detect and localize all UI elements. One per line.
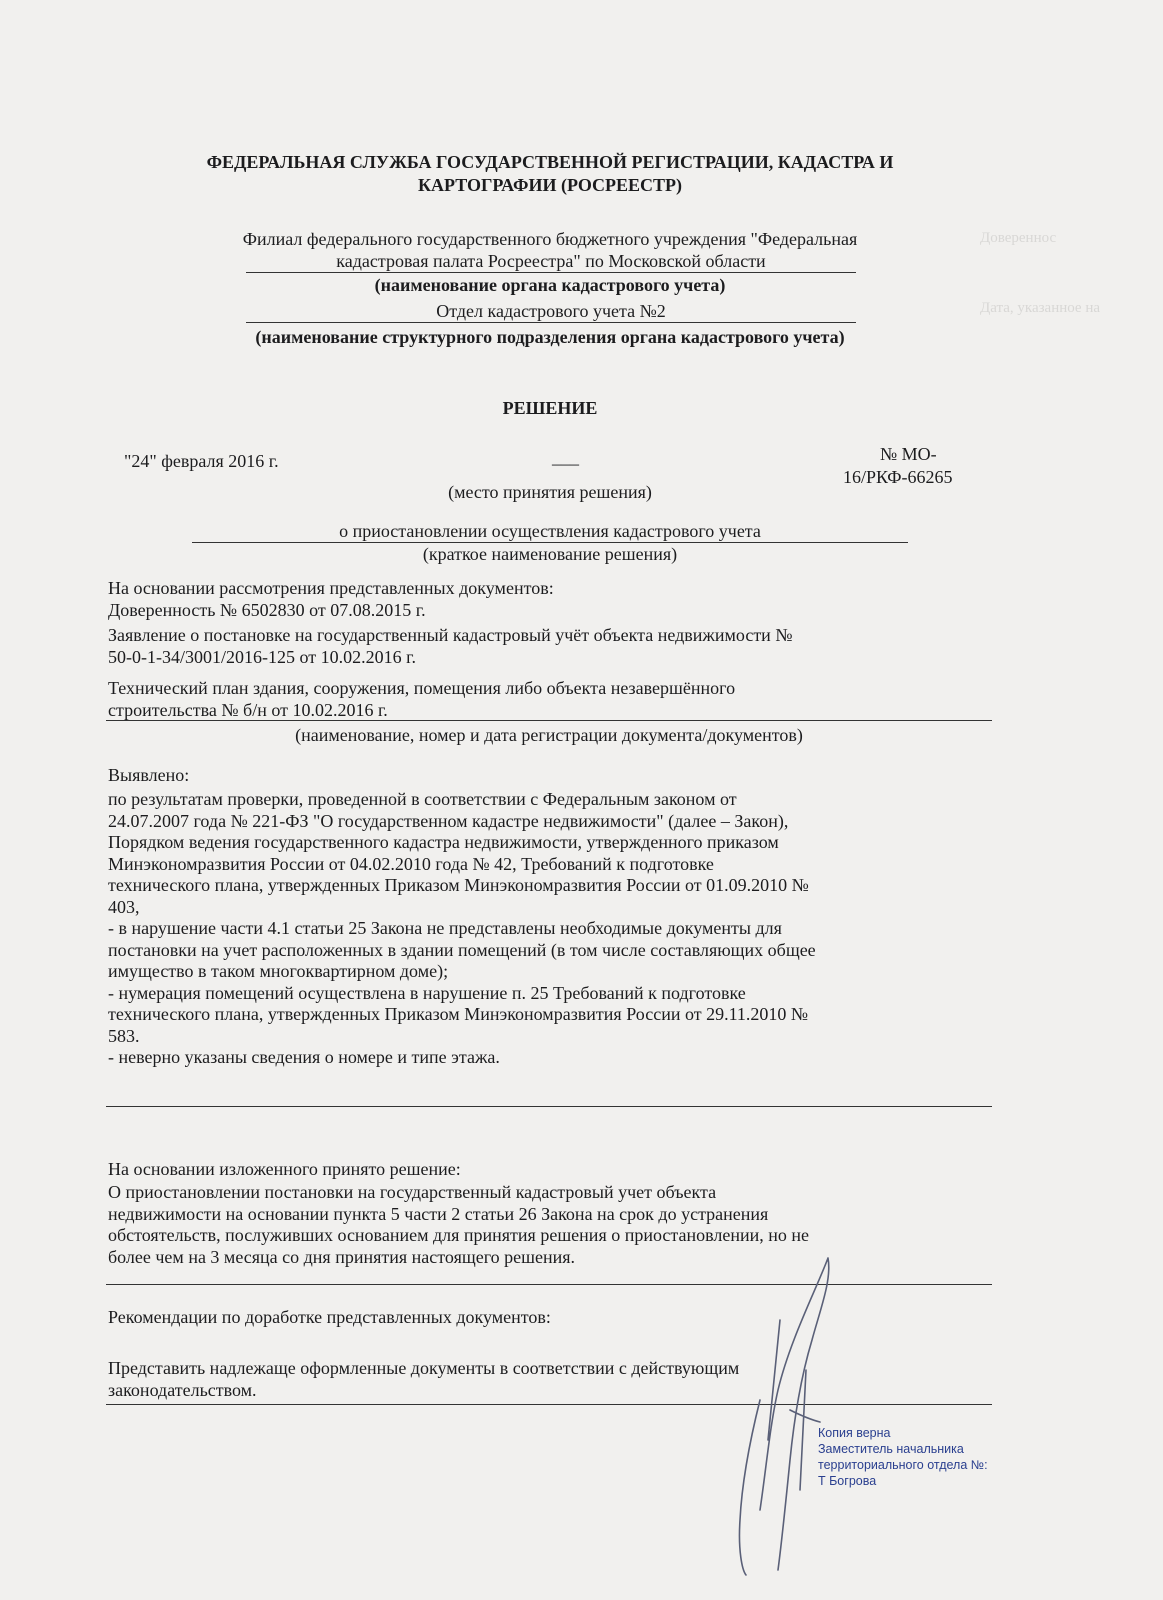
decision-date: "24" февраля 2016 г. [124, 451, 279, 471]
decision-short-name: о приостановлении осуществления кадастрового учета [339, 521, 761, 541]
place-dash: ___ [552, 447, 579, 467]
resolution-label: На основании изложенного принято решение: [108, 1159, 461, 1179]
findings-text: по результатам проверки, проведенной в соответствии с Федеральным законом от 24.07.2007 года № 221-ФЗ "О государственном кадастре недвижимости" (далее – Закон), Порядком ведения государственного кадастра недвижимости, утвержденного приказом Минэкономразвития России от 04.02.2010 года № 42, Требований к подготовке технического плана, утвержденных Приказом Минэкономразвития России от 01.09.2010 № 403, - в нарушение части 4.1 статьи 25 Закона не представлены необходимые документы для постановки на учет расположенных в здании помещений (в том числе составляющих общее имущество в таком многоквартирном доме); - нумерация помещений осуществлена в нарушение п. 25 Требований к подготовке технического плана, утвержденных Приказом Минэкономразвития России от 29.11.2010 № 583. - неверно указаны сведения о номере и типе этажа. [108, 789, 816, 1067]
findings-label: Выявлено: [108, 765, 190, 785]
findings-underline [106, 1106, 992, 1107]
branch-name-line1: Филиал федерального государственного бюджетного учреждения "Федеральная [242, 229, 858, 249]
place-caption: (место принятия решения) [448, 482, 652, 502]
documents-intro: На основании рассмотрения представленных документов: [108, 578, 554, 598]
show-through-text: Дата, указанное на [980, 300, 1101, 316]
document-item: Заявление о постановке на государственный кадастровый учёт объекта недвижимости № 50-0-1-34/3001/2016-125 от 10.02.2016 г. [108, 625, 793, 667]
document-item: Технический план здания, сооружения, помещения либо объекта незавершённого строительства № б/н от 10.02.2016 г. [108, 678, 736, 720]
recommendations-text: Представить надлежаще оформленные документы в соответствии с действующим законодательством. [108, 1358, 740, 1400]
documents-caption: (наименование, номер и дата регистрации документа/документов) [295, 725, 803, 745]
recommendations-label: Рекомендации по доработке представленных документов: [108, 1307, 551, 1327]
agency-title-line1: ФЕДЕРАЛЬНАЯ СЛУЖБА ГОСУДАРСТВЕННОЙ РЕГИСТРАЦИИ, КАДАСТРА И [206, 152, 894, 172]
show-through-text: Довереннос [980, 230, 1057, 246]
department-name: Отдел кадастрового учета №2 [436, 301, 666, 321]
decision-number-line2: 16/РКФ-66265 [843, 467, 953, 487]
resolution-text: О приостановлении постановки на государственный кадастровый учет объекта недвижимости на основании пункта 5 части 2 статьи 26 Закона на срок до устранения обстоятельств, послуживших основанием для принятия решения о приостановлении, но не более чем на 3 месяца со дня принятия настоящего решения. [108, 1182, 810, 1267]
branch-caption: (наименование органа кадастрового учета) [374, 275, 726, 295]
documents-underline [106, 720, 992, 721]
decision-number-line1: № МО- [880, 444, 937, 464]
decision-title: РЕШЕНИЕ [502, 398, 598, 418]
branch-name-line2: кадастровая палата Росреестра" по Московской области [336, 251, 766, 271]
department-underline [246, 322, 856, 323]
department-caption: (наименование структурного подразделения органа кадастрового учета) [255, 327, 845, 347]
short-name-caption: (краткое наименование решения) [422, 544, 678, 564]
document-item: Доверенность № 6502830 от 07.08.2015 г. [108, 600, 426, 620]
handwritten-signature [720, 1250, 860, 1580]
agency-title-line2: КАРТОГРАФИИ (РОСРЕЕСТР) [417, 175, 683, 195]
branch-underline [246, 272, 856, 273]
certification-stamp: Копия верна Заместитель начальника территориального отдела №: Т Богрова [818, 1426, 988, 1488]
